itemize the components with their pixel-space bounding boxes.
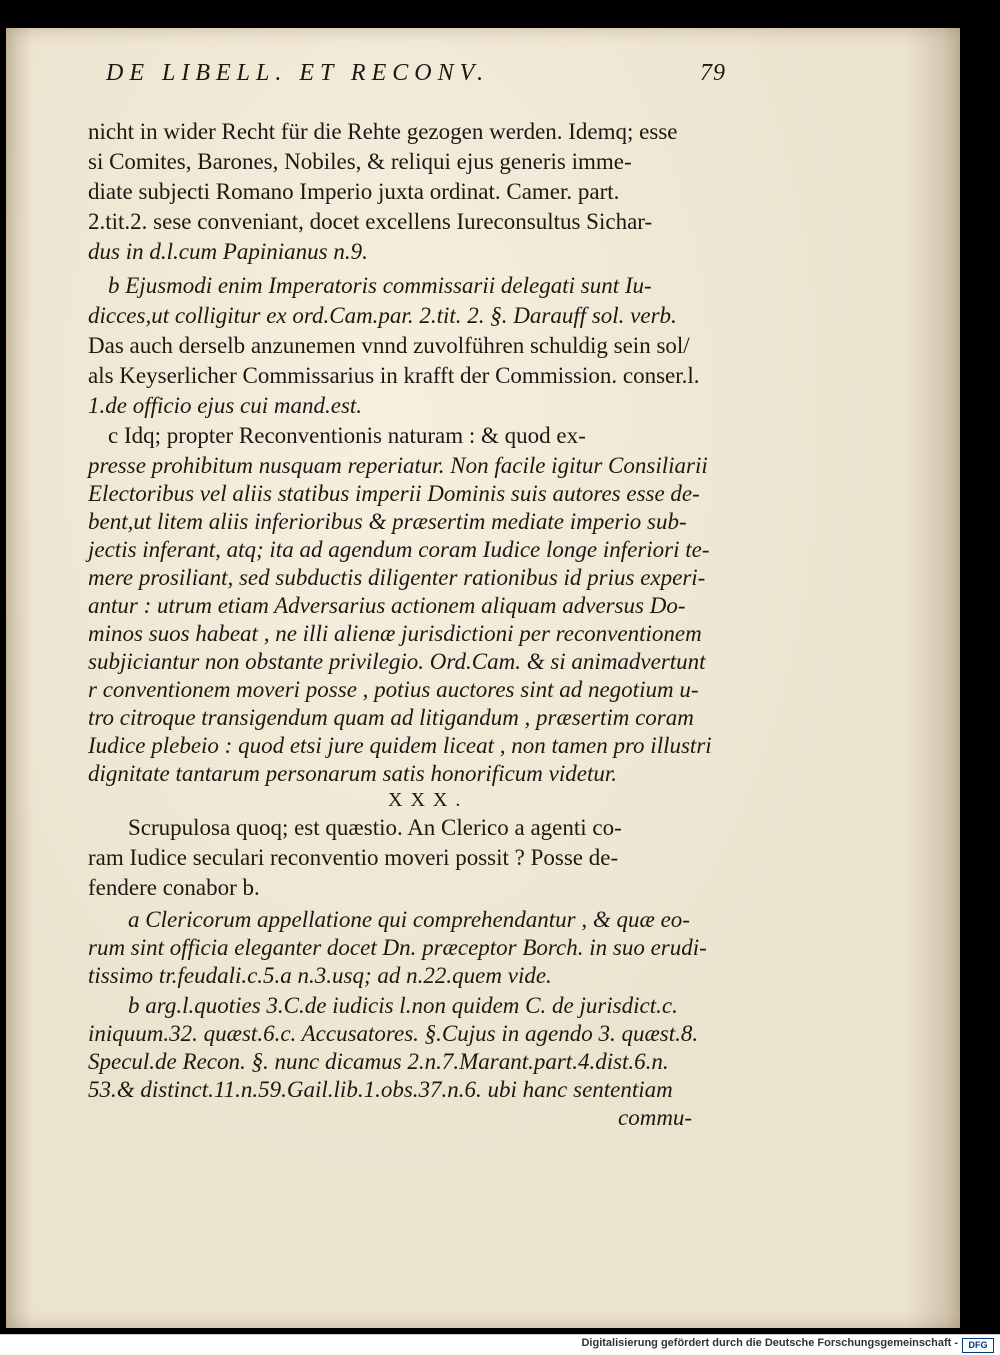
note-line: Iudice plebeio : quod etsi jure quidem liceat , non tamen pro illustri bbox=[88, 733, 712, 758]
note-line: b arg.l.quoties 3.C.de iudicis l.non quidem C. de jurisdict.c. bbox=[128, 993, 678, 1018]
note-line: Specul.de Recon. §. nunc dicamus 2.n.7.Marant.part.4.dist.6.n. bbox=[88, 1049, 669, 1074]
note-line: c Idq; propter Reconventionis naturam : & quod ex- bbox=[108, 423, 586, 448]
note-line: presse prohibitum nusquam reperiatur. Non facile igitur Consiliarii bbox=[88, 453, 708, 478]
note-line: 53.& distinct.11.n.59.Gail.lib.1.obs.37.n.6. ubi hanc sententiam bbox=[88, 1077, 673, 1102]
dfg-logo-icon: DFG bbox=[962, 1338, 994, 1353]
text-line: diate subjecti Romano Imperio juxta ordinat. Camer. part. bbox=[88, 179, 620, 204]
note-line: dignitate tantarum personarum satis honorificum videtur. bbox=[88, 761, 617, 786]
note-line: iniquum.32. quæst.6.c. Accusatores. §.Cujus in agendo 3. quæst.8. bbox=[88, 1021, 699, 1046]
note-line: dicces,ut colligitur ex ord.Cam.par. 2.tit. 2. §. Darauff sol. verb. bbox=[88, 303, 677, 328]
note-line: b Ejusmodi enim Imperatoris commissarii delegati sunt Iu- bbox=[108, 273, 652, 298]
note-line: Electoribus vel aliis statibus imperii Dominis suis autores esse de- bbox=[88, 481, 700, 506]
running-title: DE LIBELL. ET RECONV. bbox=[106, 60, 490, 86]
text-line: 2.tit.2. sese conveniant, docet excellens Iureconsultus Sichar- bbox=[88, 209, 653, 234]
text-line: fendere conabor b. bbox=[88, 875, 260, 900]
note-line: 1.de officio ejus cui mand.est. bbox=[88, 393, 363, 418]
text-line: ram Iudice seculari reconventio moveri possit ? Posse de- bbox=[88, 845, 619, 870]
footer-credit: Digitalisierung gefördert durch die Deutsche Forschungsgemeinschaft - bbox=[581, 1337, 958, 1349]
note-line: rum sint officia eleganter docet Dn. præceptor Borch. in suo erudi- bbox=[88, 935, 707, 960]
text-line: nicht in wider Recht für die Rehte gezogen werden. Idemq; esse bbox=[88, 119, 678, 144]
note-line: jectis inferant, atq; ita ad agendum coram Iudice longe inferiori te- bbox=[88, 537, 710, 562]
note-line: minos suos habeat , ne illi alienæ jurisdictioni per reconventionem bbox=[88, 621, 702, 646]
page-number: 79 bbox=[700, 60, 726, 86]
note-line: bent,ut litem aliis inferioribus & præsertim mediate imperio sub- bbox=[88, 509, 687, 534]
book-page bbox=[6, 28, 960, 1328]
catchword: commu- bbox=[618, 1105, 693, 1130]
note-line: tissimo tr.feudali.c.5.a n.3.usq; ad n.22.quem vide. bbox=[88, 963, 552, 988]
footer-bar bbox=[0, 1334, 1000, 1355]
note-line: antur : utrum etiam Adversarius actionem aliquam adversus Do- bbox=[88, 593, 686, 618]
text-line: Scrupulosa quoq; est quæstio. An Clerico a agenti co- bbox=[128, 815, 622, 840]
note-line: als Keyserlicher Commissarius in krafft der Commission. conser.l. bbox=[88, 363, 700, 388]
note-line: Das auch derselb anzunemen vnnd zuvolführen schuldig sein sol/ bbox=[88, 333, 690, 358]
note-line: mere prosiliant, sed subductis diligenter rationibus id prius experi- bbox=[88, 565, 706, 590]
note-line: a Clericorum appellatione qui comprehendantur , & quæ eo- bbox=[128, 907, 690, 932]
section-number: XXX. bbox=[388, 789, 469, 811]
running-header bbox=[106, 60, 726, 90]
note-line: tro citroque transigendum quam ad litigandum , præsertim coram bbox=[88, 705, 694, 730]
text-line: dus in d.l.cum Papinianus n.9. bbox=[88, 239, 368, 264]
text-line: si Comites, Barones, Nobiles, & reliqui ejus generis imme- bbox=[88, 149, 632, 174]
note-line: subjiciantur non obstante privilegio. Ord.Cam. & si animadvertunt bbox=[88, 649, 706, 674]
note-line: r conventionem moveri posse , potius auctores sint ad negotium u- bbox=[88, 677, 699, 702]
